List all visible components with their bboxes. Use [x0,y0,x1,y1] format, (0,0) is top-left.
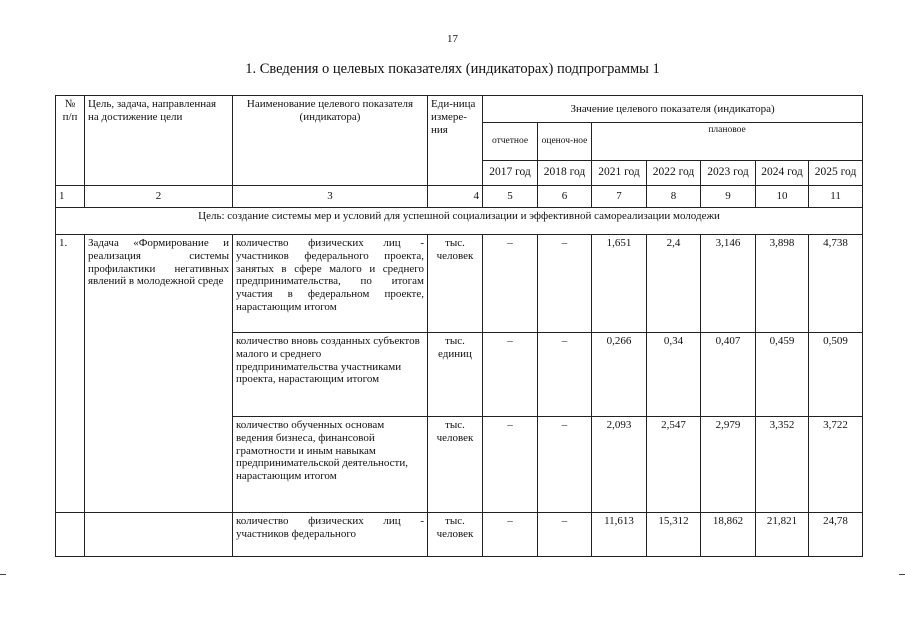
value-cell: – [538,333,592,417]
column-number: 2 [85,186,233,208]
indicator-name: количество физических лиц - участников федерального [233,513,428,557]
value-cell: 0,459 [756,333,809,417]
value-cell: 0,509 [809,333,863,417]
value-cell: 4,738 [809,235,863,333]
task-text: Задача «Формирование и реализация системы профилактики негативных явлений в молодежной среде [85,235,233,513]
header-num: № п/п [56,96,85,186]
value-cell: 3,722 [809,417,863,513]
value-cell: 2,093 [592,417,647,513]
column-number: 7 [592,186,647,208]
header-unit: Еди-ница измере-ния [428,96,483,186]
value-cell: 2,4 [647,235,701,333]
header-year: 2025 год [809,161,863,186]
value-cell: – [538,417,592,513]
task-text [85,513,233,557]
page-edge-mark [0,574,6,575]
header-year: 2018 год [538,161,592,186]
page-number: 17 [447,33,458,45]
value-cell: – [538,513,592,557]
header-year: 2023 год [701,161,756,186]
header-year: 2017 год [483,161,538,186]
value-cell: 0,407 [701,333,756,417]
column-number: 5 [483,186,538,208]
indicators-table [55,95,863,557]
column-number: 9 [701,186,756,208]
value-cell: 3,898 [756,235,809,333]
indicator-unit: тыс. человек [428,417,483,513]
header-indicator-name: Наименование целевого показателя (индикатора) [233,96,428,186]
indicator-name: количество обученных основам ведения бизнеса, финансовой грамотности и иным навыкам предпринимательской деятельности, нарастающим итогом [233,417,428,513]
header-year: 2022 год [647,161,701,186]
indicator-unit: тыс. человек [428,513,483,557]
value-cell: – [483,513,538,557]
header-goal-task: Цель, задача, направленная на достижение цели [85,96,233,186]
indicator-unit: тыс. человек [428,235,483,333]
indicator-name: количество вновь созданных субъектов малого и среднего предпринимательства участниками проекта, нарастающим итогом [233,333,428,417]
value-cell: 0,34 [647,333,701,417]
value-cell: 3,352 [756,417,809,513]
value-cell: 21,821 [756,513,809,557]
task-number [56,513,85,557]
indicator-unit: тыс. единиц [428,333,483,417]
value-cell: – [483,235,538,333]
header-value-group: Значение целевого показателя (индикатора) [483,96,863,123]
value-cell: – [483,333,538,417]
value-cell: 18,862 [701,513,756,557]
value-cell: – [538,235,592,333]
indicator-name: количество физических лиц - участников федерального проекта, занятых в сфере малого и среднего предпринимательства, по итогам участия в федеральном проекте, нарастающим итогом [233,235,428,333]
value-cell: 15,312 [647,513,701,557]
table-row [56,513,863,557]
column-number: 8 [647,186,701,208]
value-cell: 2,547 [647,417,701,513]
header-estimated: оценоч-ное [538,123,592,161]
header-year: 2024 год [756,161,809,186]
value-cell: 3,146 [701,235,756,333]
task-number: 1. [56,235,85,513]
value-cell: 0,266 [592,333,647,417]
value-cell: 1,651 [592,235,647,333]
column-number: 6 [538,186,592,208]
header-year: 2021 год [592,161,647,186]
header-reported: отчетное [483,123,538,161]
column-number: 4 [428,186,483,208]
value-cell: – [483,417,538,513]
value-cell: 11,613 [592,513,647,557]
value-cell: 24,78 [809,513,863,557]
column-number: 1 [56,186,85,208]
table-row [56,235,863,333]
column-number: 3 [233,186,428,208]
goal-row: Цель: создание системы мер и условий для успешной социализации и эффективной самореализации молодежи [56,208,863,235]
page-title: 1. Сведения о целевых показателях (индикаторах) подпрограммы 1 [245,61,660,77]
page-edge-mark [899,574,905,575]
value-cell: 2,979 [701,417,756,513]
column-number: 11 [809,186,863,208]
header-planned: плановое [592,123,863,161]
column-number: 10 [756,186,809,208]
